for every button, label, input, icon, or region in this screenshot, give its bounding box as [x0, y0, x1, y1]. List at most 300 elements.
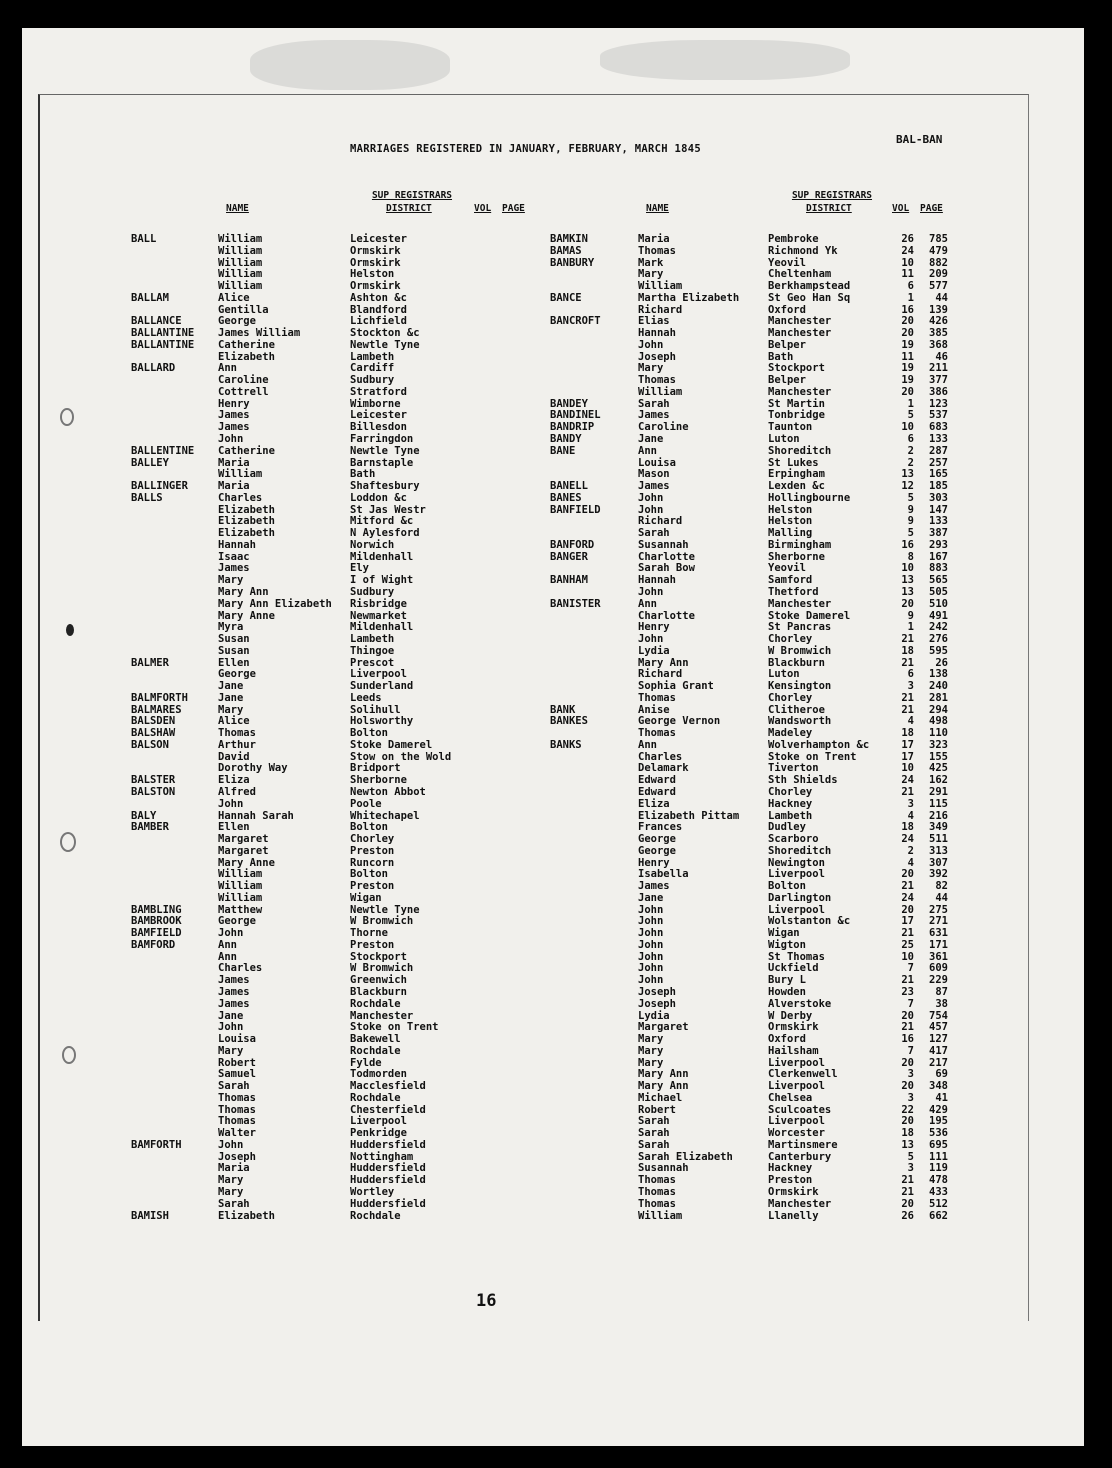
entry-district: Worcester: [768, 1127, 825, 1140]
entry-volume: 10: [901, 762, 914, 775]
entry-forename: James: [638, 880, 670, 893]
entry-district: Shaftesbury: [350, 480, 420, 493]
entry-page: 41: [935, 1091, 948, 1104]
entry-page: 307: [929, 856, 948, 869]
entry-district: Wigton: [768, 938, 806, 951]
entry-forename: Frances: [638, 821, 683, 834]
entry-forename: Matthew: [218, 903, 263, 916]
entry-district: Runcorn: [350, 856, 395, 869]
left-district-header-line2: DISTRICT: [386, 203, 432, 214]
entry-forename: Sarah Elizabeth: [638, 1150, 733, 1163]
entry-forename: John: [218, 433, 244, 446]
entry-surname: BANFORD: [550, 538, 595, 551]
entry-forename: Thomas: [218, 1115, 256, 1128]
entry-surname: BAMISH: [131, 1209, 169, 1222]
entry-district: Birmingham: [768, 538, 832, 551]
entry-district: St Martin: [768, 397, 825, 410]
entry-district: Richmond Yk: [768, 244, 838, 257]
entry-volume: 5: [907, 491, 914, 504]
entry-district: Helston: [768, 503, 813, 516]
entry-page: 281: [929, 691, 948, 704]
entry-forename: Maria: [218, 1162, 250, 1175]
entry-volume: 26: [901, 1209, 914, 1222]
entry-volume: 21: [901, 691, 914, 704]
entry-district: Tonbridge: [768, 409, 825, 422]
entry-volume: 12: [901, 480, 914, 493]
entry-surname: BALMER: [131, 656, 169, 669]
entry-forename: Jane: [218, 691, 244, 704]
entry-volume: 21: [901, 656, 914, 669]
entry-surname: BAMFORTH: [131, 1138, 182, 1151]
entry-surname: BAMFORD: [131, 938, 176, 951]
entry-volume: 21: [901, 785, 914, 798]
entry-page: 276: [929, 633, 948, 646]
entry-forename: James: [218, 421, 250, 434]
entry-page: 429: [929, 1103, 948, 1116]
entry-row: [0, 446, 1112, 458]
entry-district: Taunton: [768, 421, 813, 434]
entry-forename: Maria: [218, 456, 250, 469]
entry-district: Thetford: [768, 585, 819, 598]
entry-row: [0, 1046, 1112, 1058]
entry-forename: James: [638, 409, 670, 422]
entry-district: Stockton &c: [350, 327, 420, 340]
entry-surname: BANDRIP: [550, 421, 595, 434]
entry-page: 133: [929, 515, 948, 528]
entry-forename: Jane: [638, 891, 664, 904]
entry-forename: John: [638, 927, 664, 940]
entry-surname: BANFIELD: [550, 503, 601, 516]
entry-volume: 20: [901, 597, 914, 610]
entry-surname: BANDY: [550, 433, 582, 446]
entry-volume: 18: [901, 1127, 914, 1140]
entry-volume: 4: [907, 856, 914, 869]
right-page-header: PAGE: [920, 203, 943, 214]
entry-district: Manchester: [768, 315, 832, 328]
entry-district: Todmorden: [350, 1068, 407, 1081]
entry-district: Malling: [768, 527, 813, 540]
entry-district: Sherborne: [768, 550, 825, 563]
entry-page: 505: [929, 585, 948, 598]
entry-forename: Eliza: [218, 774, 250, 787]
entry-district: Bath: [768, 350, 794, 363]
entry-district: Manchester: [768, 327, 832, 340]
entry-district: I of Wight: [350, 574, 414, 587]
entry-volume: 1: [907, 621, 914, 634]
entry-forename: Thomas: [218, 727, 256, 740]
entry-forename: Samuel: [218, 1068, 256, 1081]
entry-volume: 11: [901, 268, 914, 281]
entry-volume: 13: [901, 574, 914, 587]
entry-row: [0, 893, 1112, 905]
entry-forename: Sarah: [638, 397, 670, 410]
entry-surname: BANCE: [550, 291, 582, 304]
entry-page: 662: [929, 1209, 948, 1222]
entry-page: 510: [929, 597, 948, 610]
entry-page: 46: [935, 350, 948, 363]
entry-forename: Mary: [218, 574, 244, 587]
entry-volume: 21: [901, 927, 914, 940]
entry-volume: 2: [907, 444, 914, 457]
entry-district: W Bromwich: [350, 915, 414, 928]
entry-district: Yeovil: [768, 562, 806, 575]
entry-volume: 20: [901, 903, 914, 916]
entry-volume: 20: [901, 1197, 914, 1210]
entry-district: Helston: [350, 268, 395, 281]
entry-district: Dudley: [768, 821, 806, 834]
entry-forename: Mary: [218, 1186, 244, 1199]
entry-volume: 3: [907, 1162, 914, 1175]
entry-page: 479: [929, 244, 948, 257]
entry-forename: Maria: [638, 233, 670, 245]
entry-district: Lexden &c: [768, 480, 825, 493]
entry-district: Martinsmere: [768, 1138, 838, 1151]
entry-page: 785: [929, 233, 948, 245]
entry-district: Norwich: [350, 538, 395, 551]
entry-district: Newtle Tyne: [350, 444, 420, 457]
entry-district: St Geo Han Sq: [768, 291, 851, 304]
entry-forename: Elizabeth Pittam: [638, 809, 740, 822]
entry-forename: Charlotte: [638, 550, 695, 563]
entry-forename: John: [638, 585, 664, 598]
entry-forename: Thomas: [638, 691, 676, 704]
entry-page: 115: [929, 797, 948, 810]
entry-surname: BALMFORTH: [131, 691, 188, 704]
entry-district: Stoke on Trent: [350, 1021, 439, 1034]
entry-page: 883: [929, 562, 948, 575]
entry-forename: Charles: [638, 750, 683, 763]
entry-surname: BANDEY: [550, 397, 588, 410]
entry-page: 138: [929, 668, 948, 681]
entry-district: Stratford: [350, 385, 407, 398]
entry-district: Liverpool: [768, 1056, 825, 1069]
entry-forename: George: [218, 315, 256, 328]
entry-page: 512: [929, 1197, 948, 1210]
entry-forename: Mary: [638, 1044, 664, 1057]
entry-district: Newton Abbot: [350, 785, 426, 798]
entry-forename: Thomas: [638, 1197, 676, 1210]
entry-forename: Sarah: [638, 1138, 670, 1151]
entry-forename: Walter: [218, 1127, 256, 1140]
entry-forename: William: [218, 256, 263, 269]
entry-district: Bury L: [768, 974, 806, 987]
entry-forename: Lydia: [638, 644, 670, 657]
entry-forename: Gentilla: [218, 303, 269, 316]
entry-row: [0, 599, 1112, 611]
entry-volume: 4: [907, 715, 914, 728]
entry-volume: 1: [907, 291, 914, 304]
entry-district: Chorley: [768, 785, 813, 798]
entry-row: [0, 999, 1112, 1011]
entry-forename: Margaret: [218, 844, 269, 857]
entry-page: 82: [935, 880, 948, 893]
entry-row: [0, 246, 1112, 258]
entry-volume: 16: [901, 538, 914, 551]
entry-volume: 19: [901, 338, 914, 351]
entry-volume: 23: [901, 986, 914, 998]
entry-forename: Isaac: [218, 550, 250, 563]
entry-forename: David: [218, 750, 250, 763]
entry-forename: Hannah: [218, 538, 256, 551]
entry-district: Oxford: [768, 303, 806, 316]
entry-forename: Mary: [218, 1044, 244, 1057]
entry-volume: 10: [901, 562, 914, 575]
entry-district: Manchester: [768, 385, 832, 398]
entry-page: 754: [929, 1009, 948, 1022]
right-name-header: NAME: [646, 203, 669, 214]
entry-page: 511: [929, 833, 948, 846]
entry-forename: Sarah: [638, 527, 670, 540]
entry-district: Berkhampstead: [768, 280, 851, 293]
entry-forename: Mary Ann: [218, 585, 269, 598]
entry-volume: 1: [907, 397, 914, 410]
entry-forename: Louisa: [218, 1033, 256, 1046]
entry-surname: BALL: [131, 233, 157, 245]
entry-forename: Mary Ann: [638, 656, 689, 669]
entry-district: N Aylesford: [350, 527, 420, 540]
entry-district: Wigan: [768, 927, 800, 940]
entry-page: 69: [935, 1068, 948, 1081]
entry-page: 595: [929, 644, 948, 657]
entry-volume: 18: [901, 821, 914, 834]
entry-district: Stow on the Wold: [350, 750, 452, 763]
entry-volume: 22: [901, 1103, 914, 1116]
entry-forename: James: [218, 997, 250, 1010]
entry-forename: George: [638, 833, 676, 846]
right-district-header-line1: SUP REGISTRARS: [791, 190, 873, 201]
entry-surname: BALLENTINE: [131, 444, 195, 457]
entry-surname: BANK: [550, 703, 576, 716]
entry-forename: Sarah: [218, 1080, 250, 1093]
page-number: 16: [476, 1291, 497, 1311]
entry-forename: Elizabeth: [218, 527, 275, 540]
entry-district: Blandford: [350, 303, 407, 316]
entry-page: 392: [929, 868, 948, 881]
entry-row: [0, 1199, 1112, 1211]
entry-district: Sth Shields: [768, 774, 838, 787]
entry-page: 577: [929, 280, 948, 293]
entry-surname: BALLAM: [131, 291, 169, 304]
entry-forename: Caroline: [218, 374, 269, 387]
entry-volume: 24: [901, 774, 914, 787]
entry-district: Mildenhall: [350, 550, 414, 563]
entry-page: 349: [929, 821, 948, 834]
entry-forename: Elizabeth: [218, 1209, 275, 1222]
entry-forename: Sarah: [638, 1115, 670, 1128]
entry-district: Lambeth: [350, 633, 395, 646]
entry-district: Canterbury: [768, 1150, 832, 1163]
entry-forename: Ann: [638, 444, 657, 457]
entry-forename: John: [218, 1021, 244, 1034]
entry-district: Leicester: [350, 233, 407, 245]
entry-volume: 7: [907, 962, 914, 975]
entry-district: Bolton: [350, 821, 388, 834]
entry-surname: BALSHAW: [131, 727, 176, 740]
entry-district: Shoreditch: [768, 444, 832, 457]
entry-volume: 3: [907, 1068, 914, 1081]
entry-volume: 20: [901, 1080, 914, 1093]
entry-forename: Ellen: [218, 656, 250, 669]
entry-district: Uckfield: [768, 962, 819, 975]
entry-district: Bolton: [350, 727, 388, 740]
entry-forename: Susan: [218, 633, 250, 646]
entry-district: Liverpool: [768, 1080, 825, 1093]
entry-district: Huddersfield: [350, 1162, 426, 1175]
entry-volume: 20: [901, 315, 914, 328]
entry-volume: 10: [901, 256, 914, 269]
entry-forename: Maria: [218, 480, 250, 493]
entry-volume: 16: [901, 303, 914, 316]
entry-page: 155: [929, 750, 948, 763]
entry-district: Rochdale: [350, 1044, 401, 1057]
entry-page: 123: [929, 397, 948, 410]
entry-district: Bridport: [350, 762, 401, 775]
entry-page: 26: [935, 656, 948, 669]
entry-forename: Sarah Bow: [638, 562, 695, 575]
entry-page: 240: [929, 680, 948, 693]
entry-district: Stoke on Trent: [768, 750, 857, 763]
entry-district: Newington: [768, 856, 825, 869]
entry-forename: William: [218, 244, 263, 257]
entry-district: Sherborne: [350, 774, 407, 787]
entry-volume: 13: [901, 468, 914, 481]
entry-volume: 19: [901, 374, 914, 387]
entry-forename: Susannah: [638, 538, 689, 551]
entry-page: 165: [929, 468, 948, 481]
entry-district: Liverpool: [350, 1115, 407, 1128]
entry-page: 537: [929, 409, 948, 422]
entry-district: Helston: [768, 515, 813, 528]
entry-page: 882: [929, 256, 948, 269]
entry-forename: John: [638, 962, 664, 975]
entry-forename: John: [638, 633, 664, 646]
entry-district: Leicester: [350, 409, 407, 422]
entry-forename: William: [218, 868, 263, 881]
entry-forename: Susan: [218, 644, 250, 657]
entry-district: St Lukes: [768, 456, 819, 469]
entry-district: Hailsham: [768, 1044, 819, 1057]
entry-district: Ormskirk: [350, 280, 401, 293]
entry-district: W Bromwich: [350, 962, 414, 975]
entry-district: Hackney: [768, 797, 813, 810]
entry-forename: Mary Ann: [638, 1080, 689, 1093]
entry-volume: 7: [907, 997, 914, 1010]
entry-district: Bolton: [768, 880, 806, 893]
entry-volume: 3: [907, 797, 914, 810]
entry-page: 385: [929, 327, 948, 340]
entry-forename: James: [218, 974, 250, 987]
entry-district: Blackburn: [350, 986, 407, 998]
entry-district: Darlington: [768, 891, 832, 904]
entry-district: W Bromwich: [768, 644, 832, 657]
entry-district: Bolton: [350, 868, 388, 881]
entry-district: Ormskirk: [350, 256, 401, 269]
entry-forename: Sarah: [638, 1127, 670, 1140]
entry-district: Yeovil: [768, 256, 806, 269]
entry-surname: BALMARES: [131, 703, 182, 716]
entry-forename: John: [638, 503, 664, 516]
entry-forename: Thomas: [638, 374, 676, 387]
entry-row: [0, 987, 1112, 999]
entry-district: Mildenhall: [350, 621, 414, 634]
entry-forename: Eliza: [638, 797, 670, 810]
entry-forename: Mark: [638, 256, 664, 269]
entry-page: 348: [929, 1080, 948, 1093]
entry-district: St Pancras: [768, 621, 832, 634]
entry-surname: BANCROFT: [550, 315, 601, 328]
entry-forename: Martha Elizabeth: [638, 291, 740, 304]
entry-district: Clitheroe: [768, 703, 825, 716]
scan-smudge: [250, 40, 450, 90]
entry-surname: BALSDEN: [131, 715, 176, 728]
entry-district: Stoke Damerel: [350, 738, 433, 751]
entry-page: 386: [929, 385, 948, 398]
entry-volume: 5: [907, 409, 914, 422]
entry-volume: 20: [901, 1009, 914, 1022]
entry-surname: BALLS: [131, 491, 163, 504]
entry-surname: BALSTER: [131, 774, 176, 787]
scan-smudge: [600, 40, 850, 80]
entry-page: 417: [929, 1044, 948, 1057]
entry-forename: Susannah: [638, 1162, 689, 1175]
entry-district: Bakewell: [350, 1033, 401, 1046]
entry-district: Preston: [350, 938, 395, 951]
entry-forename: John: [638, 903, 664, 916]
entry-page: 87: [935, 986, 948, 998]
entry-forename: Alice: [218, 291, 250, 304]
entry-forename: John: [218, 1138, 244, 1151]
entry-district: Kensington: [768, 680, 832, 693]
entry-volume: 21: [901, 974, 914, 987]
entry-volume: 21: [901, 1186, 914, 1199]
entry-volume: 20: [901, 1115, 914, 1128]
entry-forename: James: [218, 562, 250, 575]
entry-forename: Catherine: [218, 444, 275, 457]
entry-forename: Elizabeth: [218, 503, 275, 516]
entry-forename: John: [638, 974, 664, 987]
entry-forename: John: [638, 338, 664, 351]
entry-forename: William: [638, 385, 683, 398]
entry-surname: BANKES: [550, 715, 588, 728]
entry-district: Sudbury: [350, 374, 395, 387]
entry-forename: Alfred: [218, 785, 256, 798]
entry-forename: William: [218, 268, 263, 281]
left-page-header: PAGE: [502, 203, 525, 214]
entry-forename: Elizabeth: [218, 515, 275, 528]
document-title: MARRIAGES REGISTERED IN JANUARY, FEBRUARY, MARCH 1845: [350, 143, 701, 155]
entry-forename: Margaret: [218, 833, 269, 846]
entry-surname: BAMKIN: [550, 233, 588, 245]
left-district-header-line1: SUP REGISTRARS: [371, 190, 453, 201]
entry-page: 536: [929, 1127, 948, 1140]
entry-forename: Louisa: [638, 456, 676, 469]
entry-district: Risbridge: [350, 597, 407, 610]
entry-forename: Edward: [638, 774, 676, 787]
entry-page: 294: [929, 703, 948, 716]
entry-district: Thorne: [350, 927, 388, 940]
entry-district: Ormskirk: [768, 1186, 819, 1199]
entry-volume: 26: [901, 233, 914, 245]
entry-page: 426: [929, 315, 948, 328]
entry-forename: Elias: [638, 315, 670, 328]
entry-forename: Ann: [218, 362, 237, 375]
entry-forename: George: [218, 915, 256, 928]
entry-forename: Sophia Grant: [638, 680, 714, 693]
entry-district: Chorley: [768, 691, 813, 704]
entry-forename: Mary Ann: [638, 1068, 689, 1081]
entry-district: Lichfield: [350, 315, 407, 328]
entry-district: Lambeth: [768, 809, 813, 822]
